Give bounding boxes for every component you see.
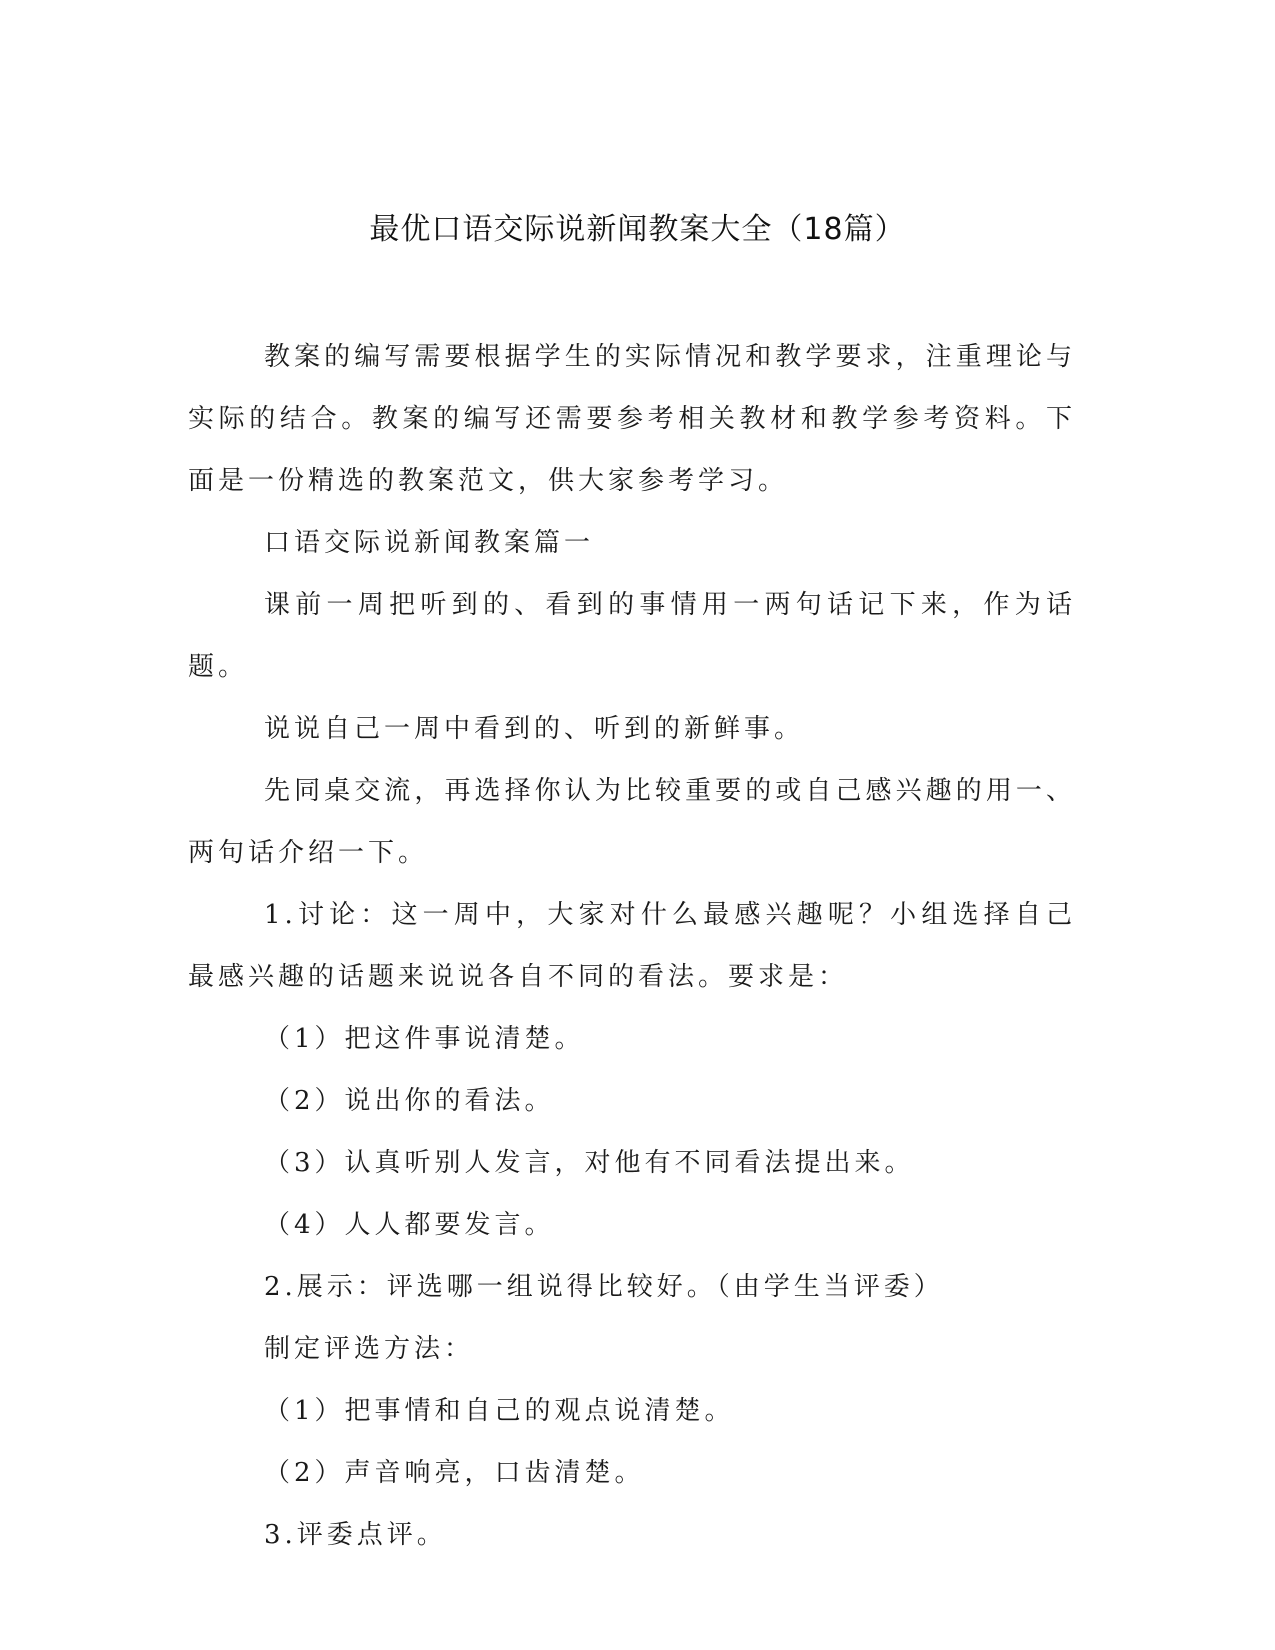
discussion-paragraph: 1.讨论：这一周中，大家对什么最感兴趣呢？小组选择自己最感兴趣的话题来说说各自不同的看法。要求是： — [188, 900, 1076, 992]
requirement-item: （2）说出你的看法。 — [264, 1086, 555, 1116]
body-paragraph: 先同桌交流，再选择你认为比较重要的或自己感兴趣的用一、两句话介绍一下。 — [188, 776, 1076, 868]
body-paragraph: 说说自己一周中看到的、听到的新鲜事。 — [264, 714, 805, 744]
display-paragraph: 2.展示：评选哪一组说得比较好。（由学生当评委） — [264, 1272, 944, 1302]
method-heading: 制定评选方法： — [264, 1334, 475, 1364]
requirement-item: （1）把这件事说清楚。 — [264, 1024, 585, 1054]
requirement-item: （4）人人都要发言。 — [264, 1210, 555, 1240]
document-title: 最优口语交际说新闻教案大全（18篇） — [369, 212, 906, 247]
intro-paragraph: 教案的编写需要根据学生的实际情况和教学要求，注重理论与实际的结合。教案的编写还需要参考相关教材和教学参考资料。下面是一份精选的教案范文，供大家参考学习。 — [188, 342, 1076, 496]
method-item: （1）把事情和自己的观点说清楚。 — [264, 1396, 735, 1426]
review-paragraph: 3.评委点评。 — [264, 1520, 447, 1550]
method-item: （2）声音响亮，口齿清楚。 — [264, 1458, 645, 1488]
body-paragraph: 课前一周把听到的、看到的事情用一两句话记下来，作为话题。 — [188, 590, 1076, 682]
section-heading: 口语交际说新闻教案篇一 — [264, 528, 595, 558]
document-body — [188, 326, 1076, 1566]
requirement-item: （3）认真听别人发言，对他有不同看法提出来。 — [264, 1148, 915, 1178]
